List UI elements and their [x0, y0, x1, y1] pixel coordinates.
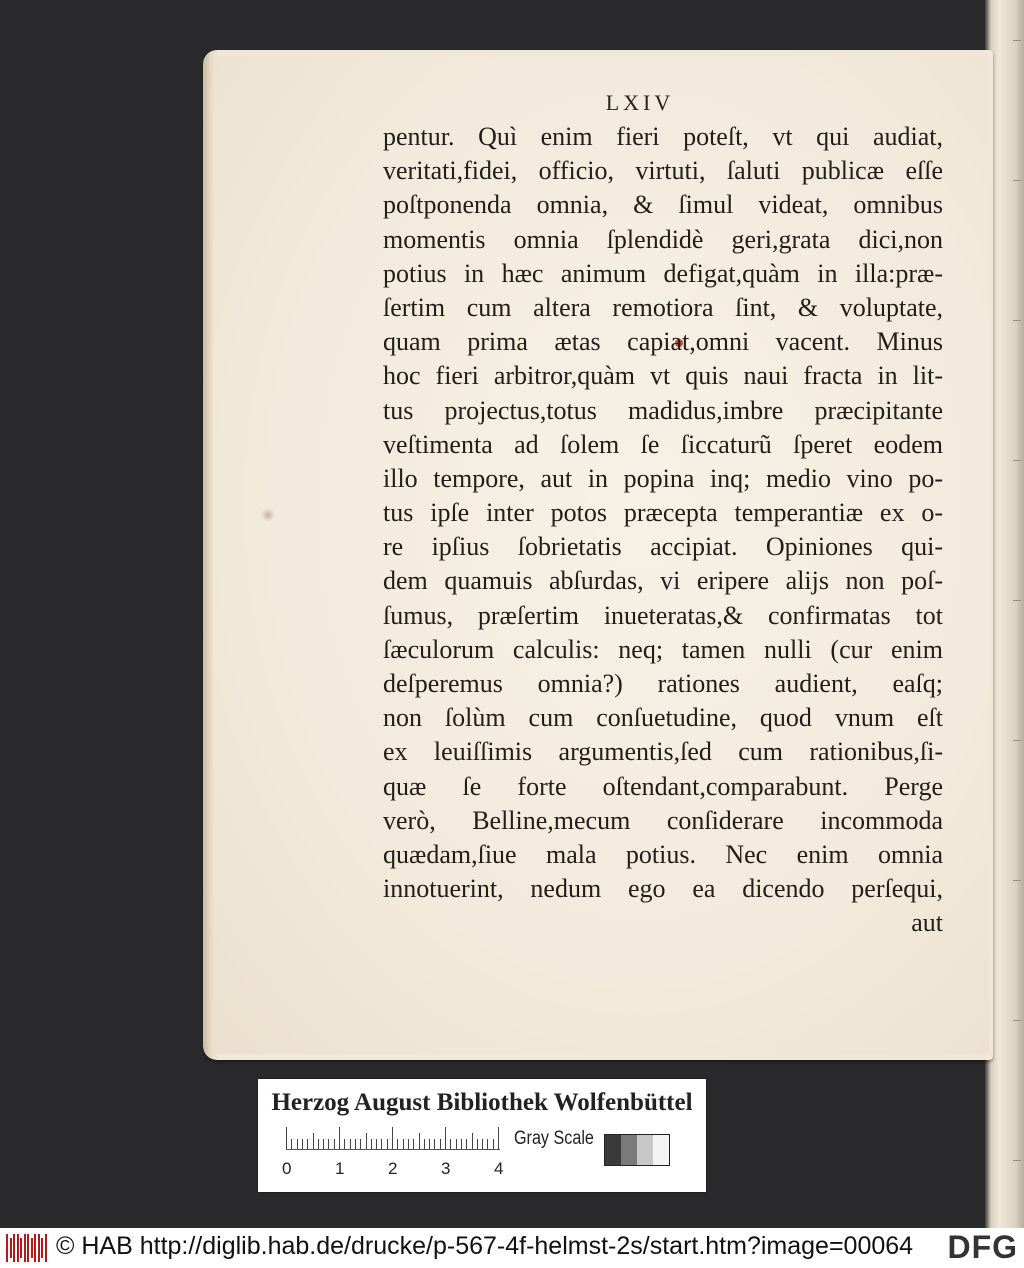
page-number: LXIV: [605, 90, 675, 115]
text-line: innotuerint, nedum ego ea dicendo perſequi,: [383, 874, 943, 904]
text-line: verò, Belline,mecum conſiderare incommoda: [383, 805, 943, 835]
text-line: quam prima ætas capiat,omni vacent. Minus: [383, 327, 943, 357]
text-block: [383, 120, 943, 941]
ruler-number: 3: [441, 1159, 451, 1178]
ruler-number: 4: [494, 1159, 504, 1178]
text-line: dem quamuis abſurdas, vi eripere alijs non poſ-: [383, 566, 943, 596]
gray-scale-label: Gray Scale: [514, 1128, 594, 1149]
text-line: hoc fieri arbitror,quàm vt quis naui fracta in lit-: [383, 361, 943, 391]
text-line: aut: [911, 908, 943, 938]
text-line: deſperemus omnia?) rationes audient, eaſq;: [383, 669, 943, 698]
text-line: veritati,fidei, officio, virtuti, ſaluti publicæ eſſe: [383, 156, 943, 186]
text-line: ex leuiſſimis argumentis,ſed cum rationibus,ſi-: [383, 737, 943, 767]
hab-logo-icon: [6, 1234, 48, 1262]
text-line: tus ipſe inter potos præcepta temperantiæ ex o-: [383, 498, 943, 528]
text-line: re ipſius ſobrietatis accipiat. Opiniones qui-: [383, 532, 943, 562]
text-line: ſumus, præſertim inueteratas,& confirmatas tot: [383, 600, 943, 630]
text-line: ſertim cum altera remotiora ſint, & voluptate,: [383, 292, 943, 322]
text-line: poſtponenda omnia, & ſimul videat, omnibus: [383, 190, 943, 220]
text-line: pentur. Quì enim fieri poteſt, vt qui audiat,: [383, 122, 943, 151]
text-line: illo tempore, aut in popina inq; medio vino po-: [383, 463, 943, 493]
ruler-scale: [286, 1123, 500, 1153]
dfg-logo: DFG: [941, 1229, 1018, 1266]
text-line: ſæculorum calculis: neq; tamen nulli (cur enim: [383, 634, 943, 664]
text-line: potius in hæc animum defigat,quàm in illa:præ-: [383, 258, 943, 288]
text-line: momentis omnia ſplendidè geri,grata dici,non: [383, 224, 943, 254]
text-line: quæ ſe forte oſtendant,comparabunt. Perge: [383, 771, 943, 801]
book-page: [213, 56, 989, 1054]
text-line: tus projectus,totus madidus,imbre præcipitante: [383, 395, 943, 425]
text-line: veſtimenta ad ſolem ſe ſiccaturũ ſperet eodem: [383, 429, 943, 459]
text-line: quædam,ſiue mala potius. Nec enim omnia: [383, 839, 943, 869]
gray-swatch-cell: [653, 1135, 669, 1165]
ruler-number: 2: [388, 1159, 398, 1178]
footer-url-text: © HAB http://diglib.hab.de/drucke/p-567-4f-helmst-2s/start.htm?image=00064: [56, 1232, 914, 1260]
gray-swatch-cell: [621, 1135, 637, 1165]
gray-swatch-cell: [605, 1135, 621, 1165]
footer-bar: [0, 1228, 1024, 1268]
ruler-number: 1: [335, 1159, 345, 1178]
page-stain: [261, 508, 275, 522]
gray-scale-swatch: [604, 1134, 670, 1166]
library-name: Herzog August Bibliothek Wolfenbüttel: [271, 1089, 693, 1116]
text-line: non ſolùm cum conſuetudine, quod vnum eſt: [383, 703, 943, 733]
catalog-card: [258, 1079, 706, 1192]
ruler-number: 0: [282, 1159, 292, 1178]
gray-swatch-cell: [637, 1135, 653, 1165]
